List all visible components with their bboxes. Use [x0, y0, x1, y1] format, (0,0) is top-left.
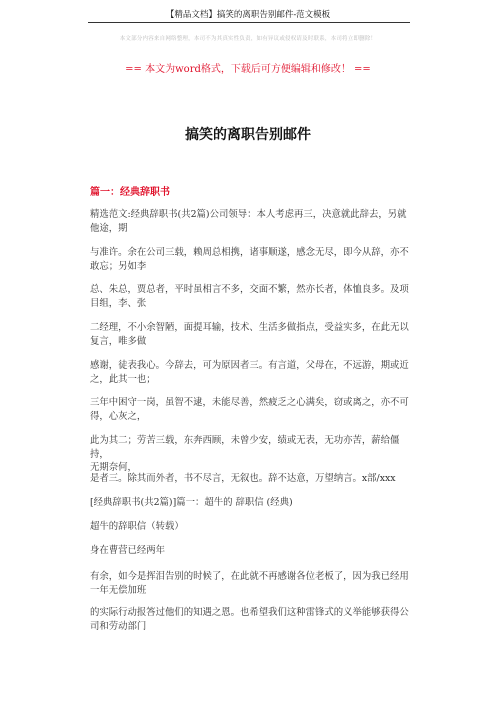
section-heading: 篇一：经典辞职书: [90, 187, 170, 198]
paragraph: [经典辞职书(共2篇)]篇一：超牛的 辞职信 (经典): [90, 497, 293, 508]
disclaimer-text: 本文部分内容来自网络整理，本司不为其真实性负责，如有异议或侵权请及时联系，本司将立即删除！: [119, 36, 377, 42]
paragraph: 身在曹营已经两年: [90, 545, 166, 556]
document-title: 搞笑的离职告别邮件: [185, 127, 311, 143]
paragraph: 超牛的辞职信（转载）: [90, 521, 184, 532]
header-divider: [88, 22, 410, 23]
paragraph: 此为其二；劳苦三载，东奔西顾，未曾少安，绩或无表，无功亦苦，薪给僵持， 无期奈何，: [90, 435, 400, 473]
paragraph: 三年中困守一岗，虽智不逮，未能尽善，然疲乏之心满矣，窃或离之，亦不可 得，心灰之，: [90, 397, 409, 422]
paragraph: 精选范文:经典辞职书(共2篇)公司领导：本人考虑再三，决意就此辞去，另就 他途，期: [90, 209, 407, 234]
paragraph: 是者三。除其而外者，书不尽言，无叙也。辞不达意，万望纳言。x部/xxx: [90, 473, 396, 484]
paragraph: 二经理，不小余智陋，面提耳输，技术、生活多做指点，受益实多，在此无以 复言，唯多做: [90, 322, 409, 347]
header-title: 【精品文档】搞笑的离职告别邮件-范文模板: [165, 10, 331, 20]
paragraph: 总、朱总，贾总者，平时虽相言不多，交面不繁，然亦长者，体恤良多。及项 目组，李、张: [90, 284, 409, 309]
paragraph: 与准许。余在公司三载，赖周总相携，诸事顺遂，感念无尽，即今从辞，亦不 敢忘；另如李: [90, 247, 409, 272]
paragraph: 感谢，徒表我心。今辞去，可为原因者三。有言道，父母在，不远游，期或近 之，此其一也；: [90, 360, 409, 385]
paragraph: 有余，如今是挥泪告别的时候了，在此就不再感谢各位老板了，因为我已经用 一年无偿加班: [90, 571, 409, 596]
paragraph: 的实际行动报答过他们的知遇之恩。也希望我们这种雷锋式的义举能够获得公 司和劳动部门: [90, 607, 409, 632]
edit-notice: == 本文为word格式，下载后可方便编辑和修改！ ==: [125, 64, 371, 75]
